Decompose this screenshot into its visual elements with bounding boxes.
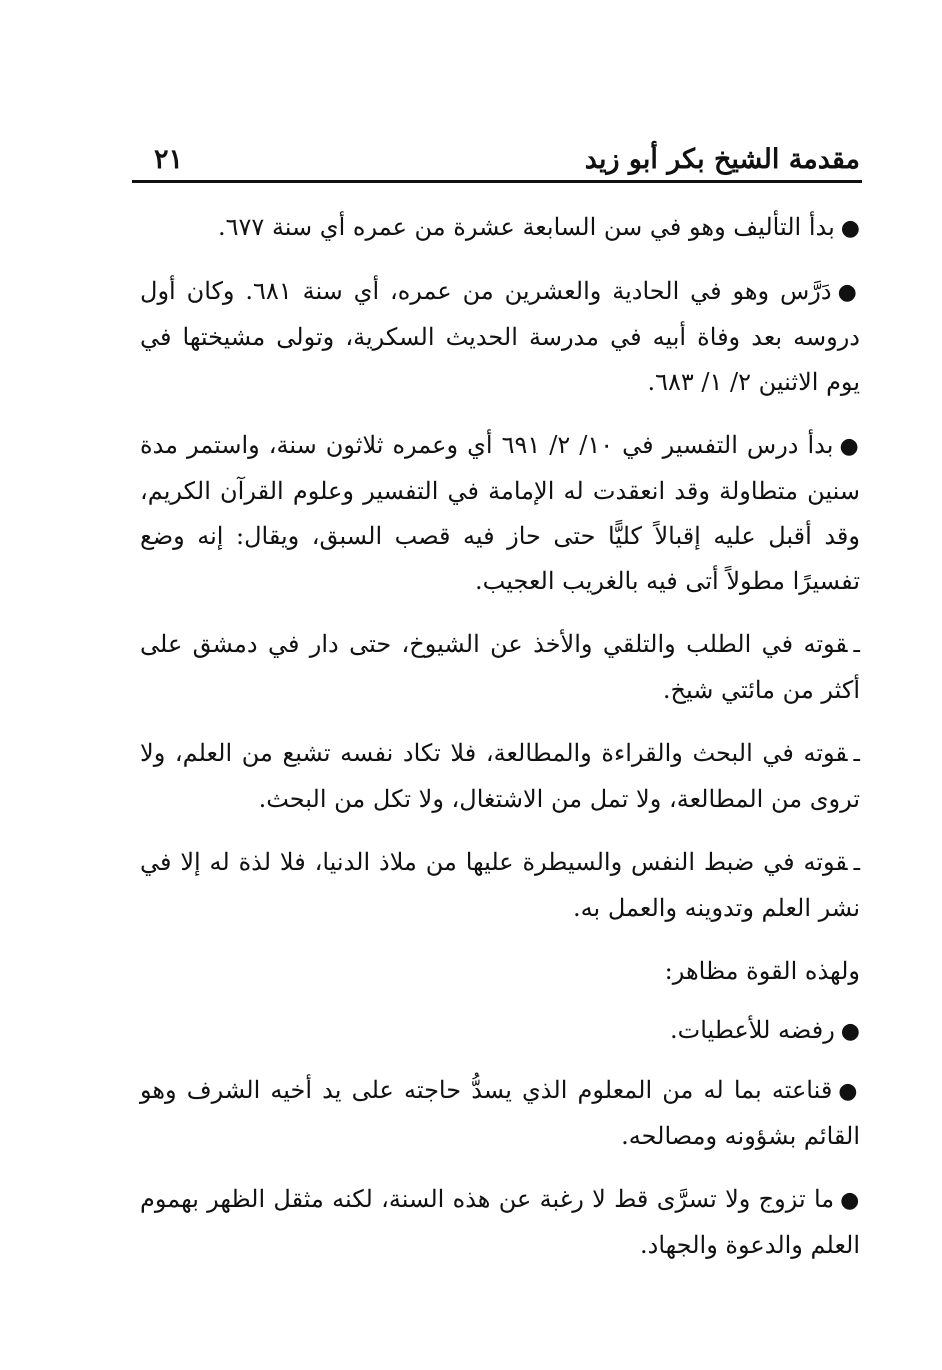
paragraph-text: دَرَّس وهو في الحادية والعشرين من عمره، أي سنة ٦٨١. وكان أول دروسه بعد وفاة أبيه في مدرسة الحديث السكرية، وتولى مشيختها في يوم الاثنين ٢/ ١/ ٦٨٣.: [140, 277, 860, 396]
paragraph-1: [140, 205, 860, 251]
paragraph-text: قوته في ضبط النفس والسيطرة عليها من ملاذ الدنيا، فلا لذة له إلا في نشر العلم وتدوينه والعمل به.: [140, 848, 860, 922]
paragraph-4: [140, 622, 860, 713]
paragraph-text: قناعته بما له من المعلوم الذي يسدُّ حاجته على يد أخيه الشرف وهو القائم بشؤونه ومصالحه.: [140, 1076, 860, 1150]
bullet-mark: ●: [840, 1019, 860, 1044]
bullet-mark: ●: [840, 216, 860, 241]
paragraph-5: [140, 731, 860, 822]
paragraph-text: بدأ درس التفسير في ١٠/ ٢/ ٦٩١ أي وعمره ثلاثون سنة، واستمر مدة سنين متطاولة وقد انعقدت له الإمامة في التفسير وعلوم القرآن الكريم، وقد أقبل عليه إقبالاً كليًّا حتى حاز فيه قصب السبق، ويقال: إنه وضع تفسيرًا مطولاً أتى فيه بالغريب العجيب.: [140, 431, 860, 595]
bullet-mark: ●: [837, 280, 860, 305]
paragraph-text: ولهذه القوة مظاهر:: [664, 957, 860, 985]
paragraph-3: [140, 423, 860, 604]
paragraph-9: [140, 1068, 860, 1159]
page-number: ٢١: [154, 144, 184, 175]
paragraph-7: [140, 949, 860, 994]
bullet-mark: ●: [838, 1079, 860, 1104]
paragraph-2: [140, 269, 860, 405]
paragraph-text: ما تزوج ولا تسرَّى قط لا رغبة عن هذه السنة، لكنه مثقل الظهر بهموم العلم والدعوة والجهاد.: [140, 1185, 860, 1259]
paragraph-text: قوته في البحث والقراءة والمطالعة، فلا تكاد نفسه تشبع من العلم، ولا تروى من المطالعة، ولا تمل من الاشتغال، ولا تكل من البحث.: [140, 739, 860, 813]
paragraph-text: بدأ التأليف وهو في سن السابعة عشرة من عمره أي سنة ٦٧٧.: [218, 213, 835, 241]
page-header: [132, 138, 862, 182]
dash-mark: ـ: [853, 742, 860, 767]
paragraph-text: قوته في الطلب والتلقي والأخذ عن الشيوخ، حتى دار في دمشق على أكثر من مائتي شيخ.: [140, 630, 860, 704]
paragraph-6: [140, 840, 860, 931]
header-rule: [132, 180, 862, 183]
bullet-mark: ●: [839, 434, 861, 459]
dash-mark: ـ: [853, 851, 861, 876]
running-title: مقدمة الشيخ بكر أبو زيد: [584, 144, 860, 175]
dash-mark: ـ: [853, 633, 860, 658]
paragraph-10: [140, 1177, 860, 1268]
page-body: [140, 205, 860, 1286]
paragraph-text: رفضه للأعطيات.: [670, 1016, 835, 1044]
paragraph-8: [140, 1008, 860, 1054]
bullet-mark: ●: [840, 1188, 860, 1213]
